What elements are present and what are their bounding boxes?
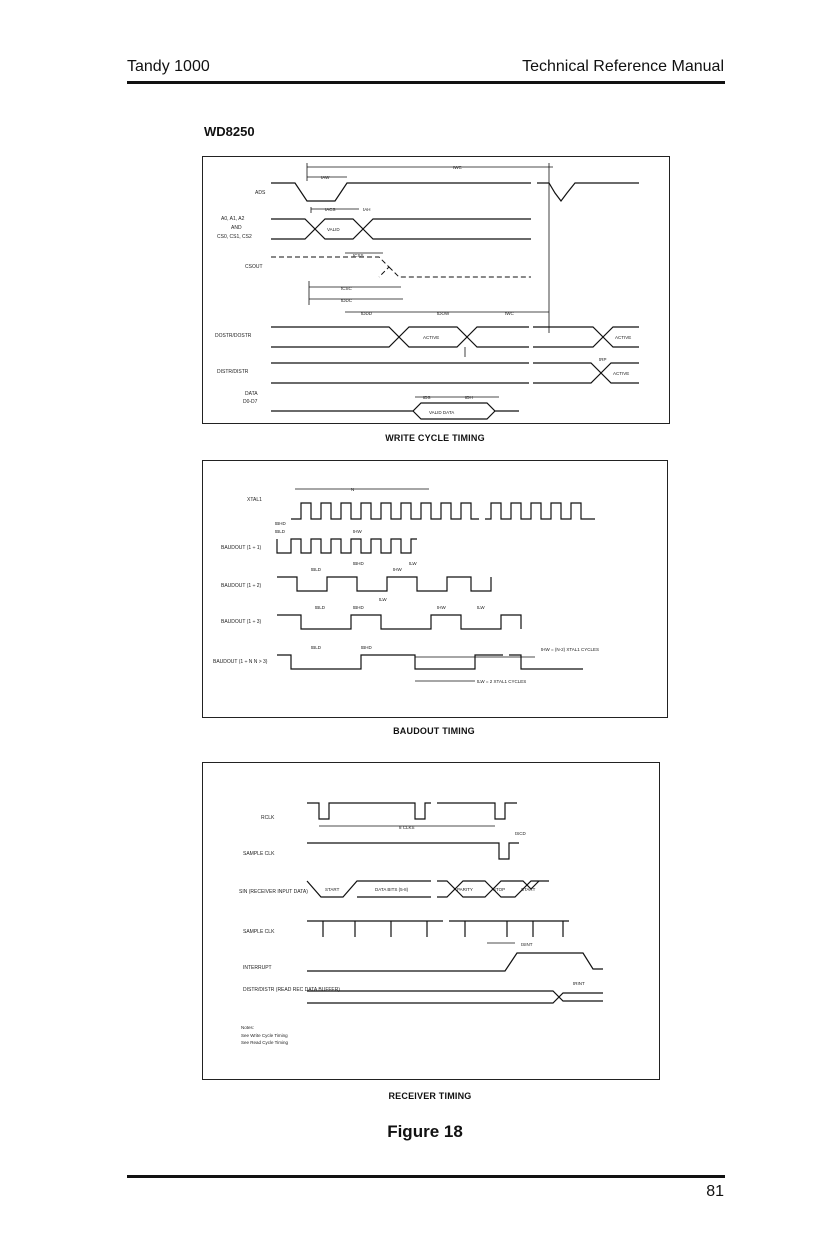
timing-twc: tWC	[453, 165, 462, 170]
timing-tah: tAH	[363, 207, 371, 212]
timing-tlw: tLW	[409, 561, 417, 566]
header-title: Tandy 1000	[127, 58, 210, 75]
header-rule	[127, 81, 725, 84]
notes-title: Notes:	[241, 1025, 255, 1030]
timing-thw-2: tHW	[393, 567, 402, 572]
signal-data: DATA	[245, 391, 258, 397]
timing-thw-n: tHW = (N-2) XTAL1 CYCLES	[541, 647, 600, 652]
timing-tbld: tBLD	[275, 529, 286, 534]
timing-tddd: tDDD	[361, 311, 372, 316]
timing-taw: tAW	[321, 175, 330, 180]
label-valid: VALID	[327, 227, 340, 232]
label-data-bits: DATA BITS (5-8)	[375, 887, 409, 892]
write-cycle-caption: WRITE CYCLE TIMING	[385, 433, 485, 443]
signal-ads: ADS	[255, 190, 266, 196]
timing-tds: tDS	[423, 395, 431, 400]
signal-dostr: DOSTR/DOSTR	[215, 333, 252, 339]
footer-rule	[127, 1175, 725, 1178]
label-start: START	[325, 887, 340, 892]
timing-tbld-2: tBLD	[311, 567, 322, 572]
signal-distr: DISTR/DISTR	[217, 369, 249, 375]
signal-baudout-n: BAUDOUT (1 ÷ N N > 3)	[213, 659, 268, 665]
label-valid-data: VALID DATA	[429, 410, 455, 415]
timing-twc-2: tWC	[505, 311, 514, 316]
timing-tdow: tDOW	[437, 311, 450, 316]
signal-csout: CSOUT	[245, 264, 263, 270]
timing-thw: tHW	[353, 529, 362, 534]
signal-baudout-1: BAUDOUT (1 ÷ 1)	[221, 545, 262, 551]
timing-tbld-3: tBLD	[315, 605, 326, 610]
timing-tbhd-3: tBHD	[353, 605, 364, 610]
receiver-waveforms	[203, 763, 659, 1079]
signal-rclk: RCLK	[261, 815, 275, 821]
timing-tscd: tSCD	[515, 831, 526, 836]
timing-n: N	[351, 487, 355, 492]
timing-8clks: 8 CLKS	[399, 825, 415, 830]
write-cycle-waveforms	[203, 157, 669, 423]
signal-baudout-2: BAUDOUT (1 ÷ 2)	[221, 583, 262, 589]
timing-thw-3: tHW	[437, 605, 446, 610]
signal-chip-select: CS0, CS1, CS2	[217, 234, 252, 240]
signal-address: A0, A1, A2	[221, 216, 245, 222]
timing-tlw-3: tLW	[477, 605, 485, 610]
timing-tbhd: tBHD	[275, 521, 286, 526]
timing-tsint: tSINT	[521, 942, 533, 947]
timing-tbhd-4: tBHD	[361, 645, 372, 650]
receiver-diagram	[202, 762, 660, 1080]
notes-line-1: See Write Cycle Timing	[241, 1033, 288, 1038]
notes-line-2: See Read Cycle Timing	[241, 1040, 289, 1045]
signal-interrupt: INTERRUPT	[243, 965, 272, 971]
timing-trint: tRINT	[573, 981, 585, 986]
signal-sample-clk: SAMPLE CLK	[243, 851, 275, 857]
signal-data-bus: D0-D7	[243, 399, 258, 405]
label-active-2: ACTIVE	[615, 335, 632, 340]
timing-tddc: tDDC	[341, 298, 352, 303]
signal-baudout-3: BAUDOUT (1 ÷ 3)	[221, 619, 262, 625]
receiver-caption: RECEIVER TIMING	[388, 1091, 472, 1101]
timing-tacs: tACS	[325, 207, 336, 212]
label-active-3: ACTIVE	[613, 371, 630, 376]
label-parity: PARITY	[457, 887, 473, 892]
baudout-caption: BAUDOUT TIMING	[393, 726, 475, 736]
figure-label: Figure 18	[387, 1122, 463, 1141]
signal-and: AND	[231, 225, 242, 231]
timing-tcsc: tCSC	[341, 286, 352, 291]
header-manual-name: Technical Reference Manual	[522, 58, 724, 75]
page-number: 81	[706, 1183, 724, 1200]
label-stop: STOP	[493, 887, 506, 892]
signal-distr-read: DISTR/DISTR (READ REC DATA BUFFER)	[243, 987, 341, 993]
timing-tcss: tCSS	[353, 253, 364, 258]
write-cycle-diagram	[202, 156, 670, 424]
baudout-diagram	[202, 460, 668, 718]
timing-tdh: tDH	[465, 395, 473, 400]
timing-trp: tRP	[599, 357, 607, 362]
baudout-waveforms	[203, 461, 667, 717]
chip-name: WD8250	[204, 124, 255, 139]
timing-tbld-4: tBLD	[311, 645, 322, 650]
timing-tlw-2: tLW	[379, 597, 387, 602]
signal-xtal1: XTAL1	[247, 497, 262, 503]
label-start-2: START	[521, 887, 536, 892]
timing-tlw-n: tLW = 2 XTAL1 CYCLES	[477, 679, 527, 684]
signal-sin: SIN (RECEIVER INPUT DATA)	[239, 889, 308, 895]
signal-sample-clk-2: SAMPLE CLK	[243, 929, 275, 935]
label-active: ACTIVE	[423, 335, 440, 340]
timing-tbhd-2: tBHD	[353, 561, 364, 566]
